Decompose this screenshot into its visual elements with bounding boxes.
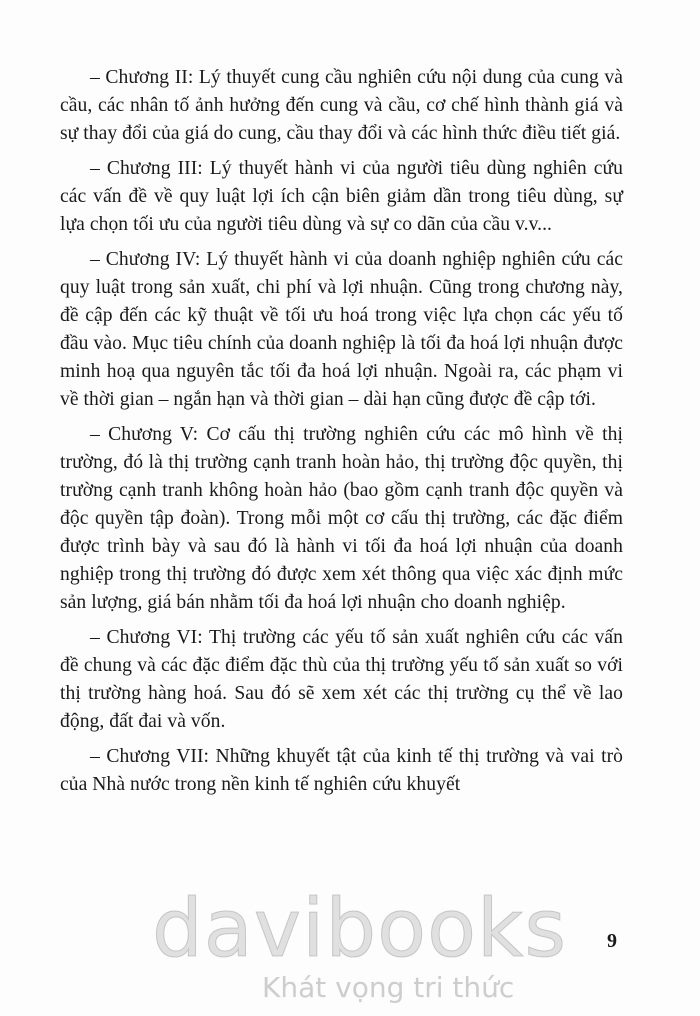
page-number: 9 <box>607 930 617 952</box>
watermark-logo: davibooks <box>152 882 568 975</box>
paragraph-chapter-2: – Chương II: Lý thuyết cung cầu nghiên cứu nội dung của cung và cầu, các nhân tố ảnh hưởng đến cung và cầu, cơ chế hình thành giá và sự thay đổi của giá do cung, cầu thay đổi và các hình thức điều tiết giá. <box>60 67 623 144</box>
paragraph-chapter-7: – Chương VII: Những khuyết tật của kinh tế thị trường và vai trò của Nhà nước trong nền kinh tế nghiên cứu khuyết <box>60 746 623 795</box>
watermark-tagline: Khát vọng tri thức <box>262 971 515 1004</box>
watermark <box>152 882 568 1004</box>
paragraph-chapter-4: – Chương IV: Lý thuyết hành vi của doanh nghiệp nghiên cứu các quy luật trong sản xuất, chi phí và lợi nhuận. Cũng trong chương này, đề cập đến các kỹ thuật về tối ưu hoá trong việc lựa chọn các yếu tố đầu vào. Mục tiêu chính của doanh nghiệp là tối đa hoá lợi nhuận được minh hoạ qua nguyên tắc tối đa hoá lợi nhuận. Ngoài ra, các phạm vi về thời gian – ngắn hạn và thời gian – dài hạn cũng được đề cập tới. <box>60 249 623 410</box>
paragraph-chapter-3: – Chương III: Lý thuyết hành vi của người tiêu dùng nghiên cứu các vấn đề về quy luật lợi ích cận biên giảm dần trong tiêu dùng, sự lựa chọn tối ưu của người tiêu dùng và sự co dãn của cầu v.v... <box>60 158 623 235</box>
body-text <box>60 64 623 806</box>
paragraph-chapter-5: – Chương V: Cơ cấu thị trường nghiên cứu các mô hình về thị trường, đó là thị trường cạnh tranh hoàn hảo, thị trường độc quyền, thị trường cạnh tranh không hoàn hảo (bao gồm cạnh tranh độc quyền và độc quyền tập đoàn). Trong mỗi một cơ cấu thị trường, các đặc điểm được trình bày và sau đó là hành vi tối đa hoá lợi nhuận của doanh nghiệp trong thị trường đó được xem xét thông qua việc xác định mức sản lượng, giá bán nhằm tối đa hoá lợi nhuận cho doanh nghiệp. <box>60 424 623 613</box>
paragraph-chapter-6: – Chương VI: Thị trường các yếu tố sản xuất nghiên cứu các vấn đề chung và các đặc điểm đặc thù của thị trường yếu tố sản xuất so với thị trường hàng hoá. Sau đó sẽ xem xét các thị trường cụ thể về lao động, đất đai và vốn. <box>60 627 623 732</box>
